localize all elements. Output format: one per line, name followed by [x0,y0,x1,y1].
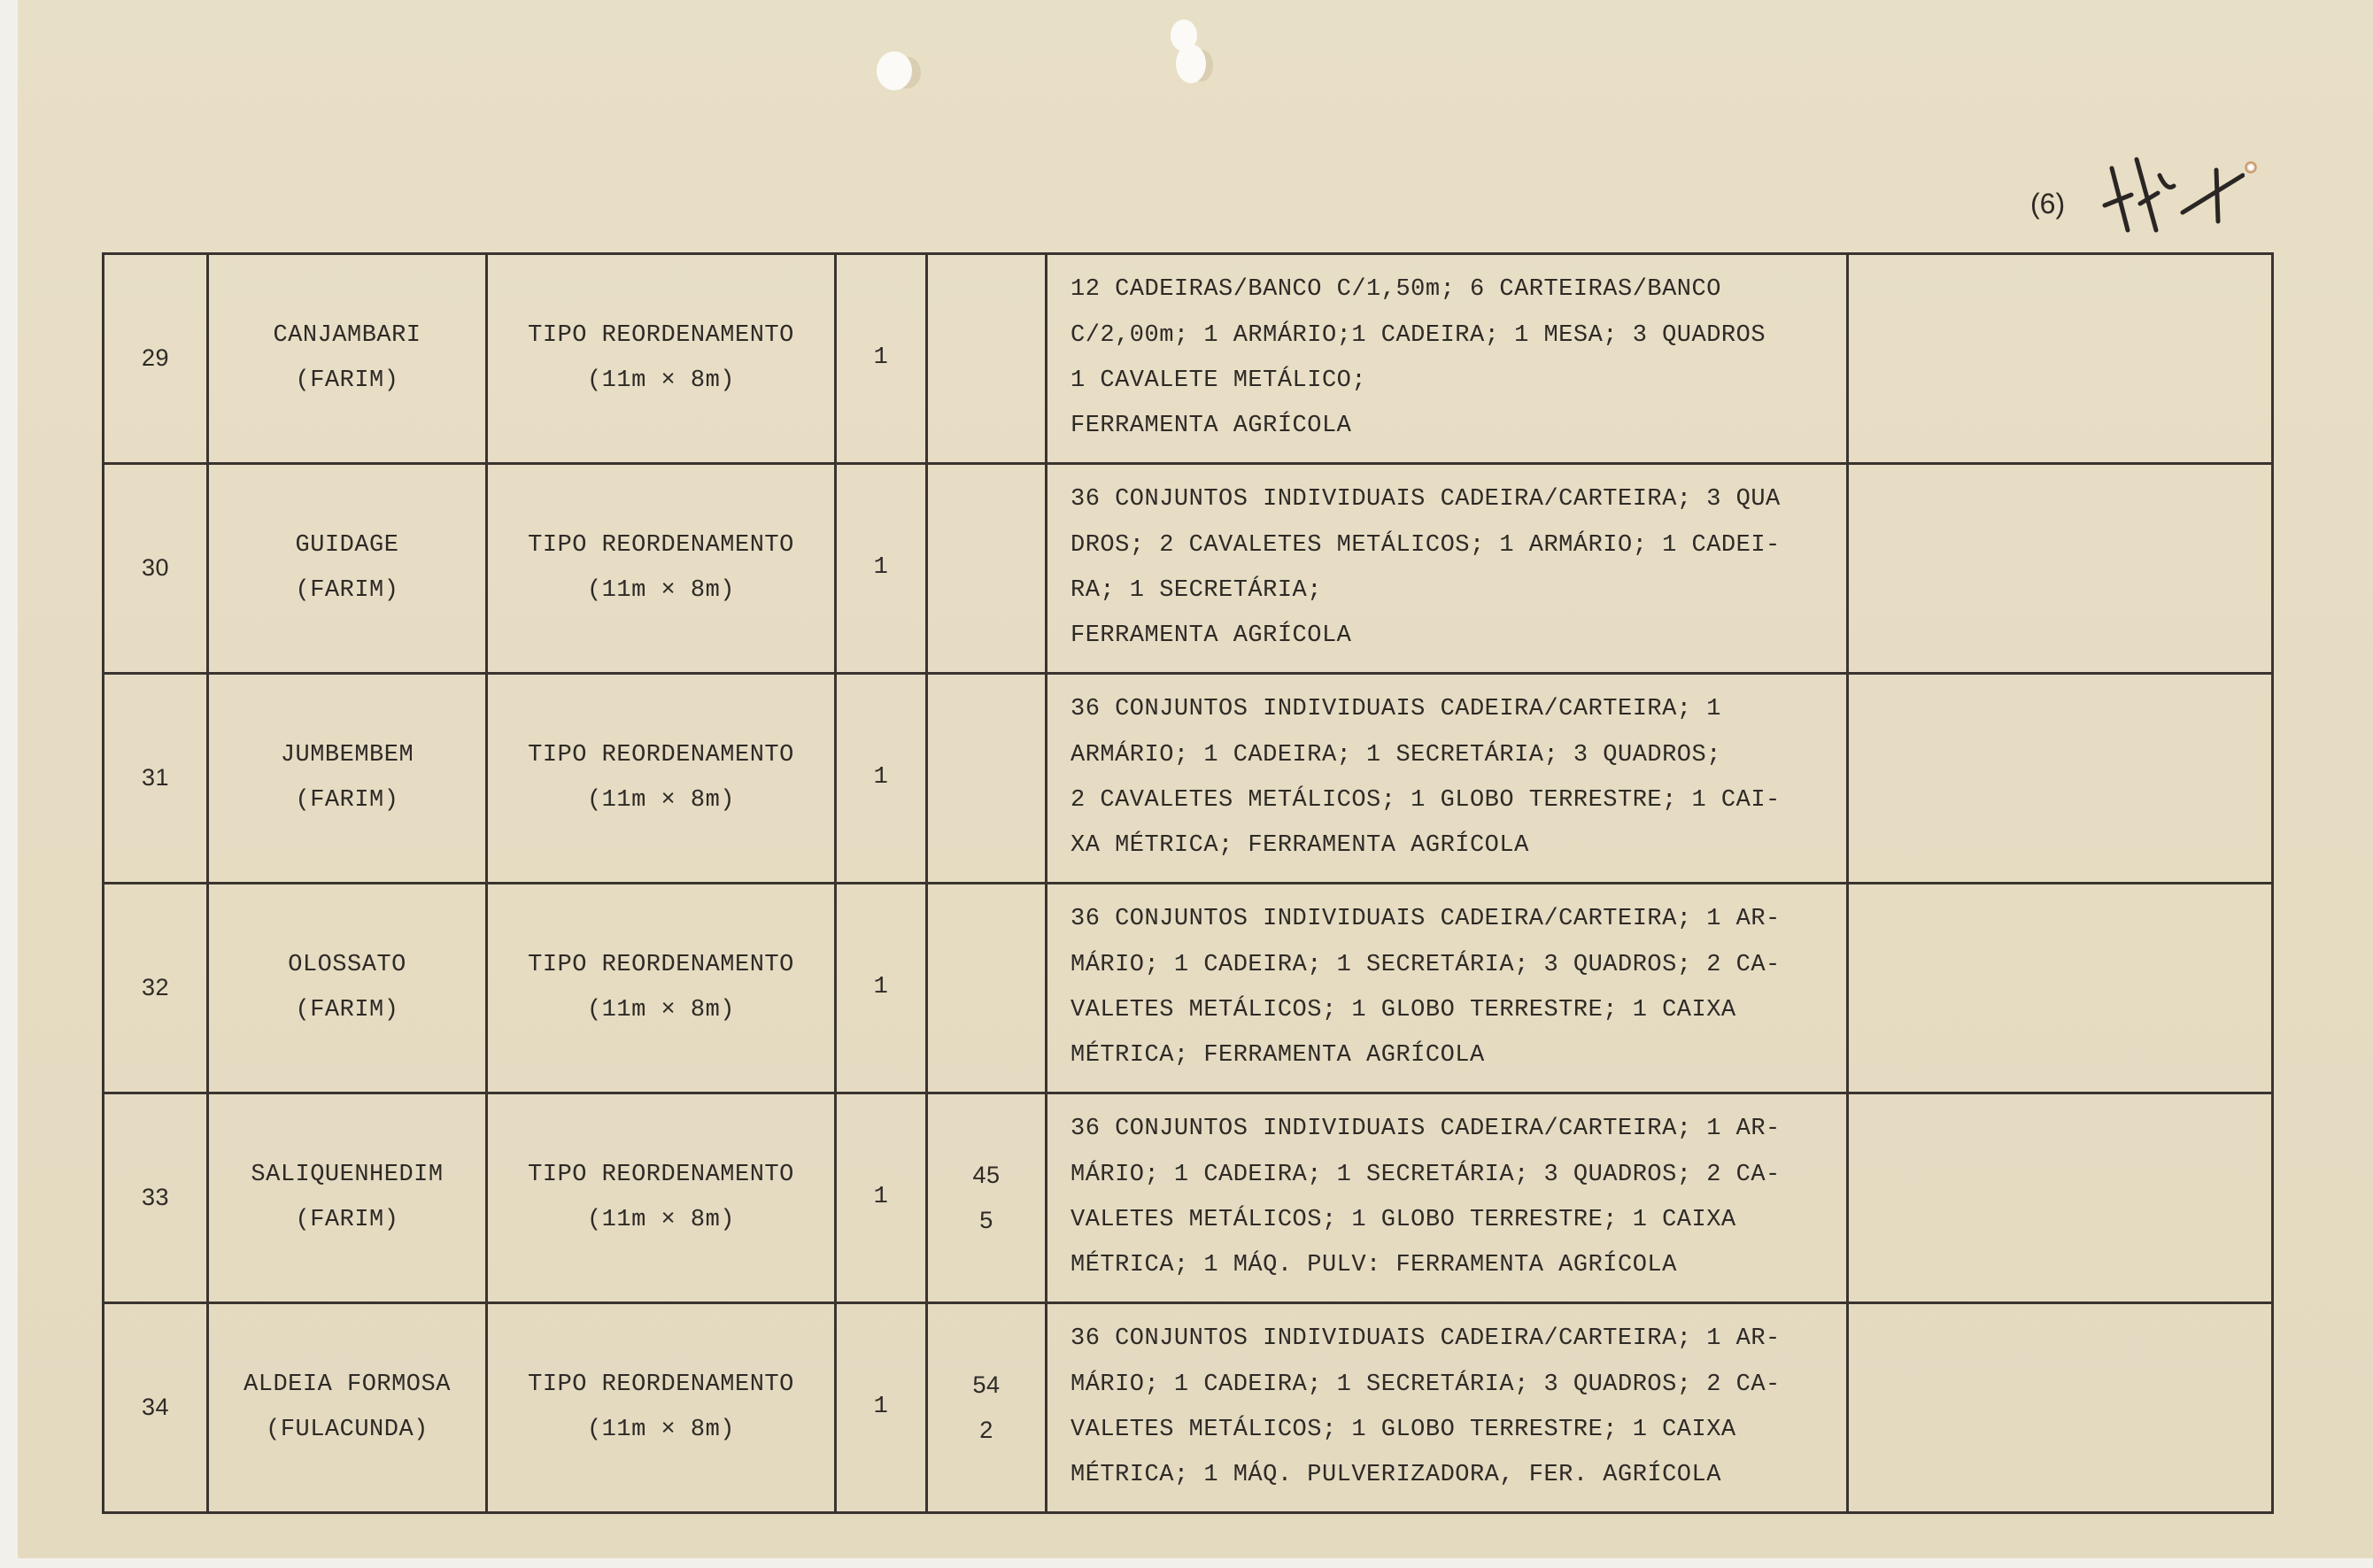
building-type: TIPO REORDENAMENTO [528,321,794,349]
capacity-cell [927,1093,1047,1303]
equipment-line: MÉTRICA; FERRAMENTA AGRÍCOLA [1071,1042,1485,1070]
capacity-cell [927,884,1047,1093]
equipment-line: FERRAMENTA AGRÍCOLA [1071,413,1352,440]
quantity-cell: 1 [836,884,927,1093]
equipment-line: RA; 1 SECRETÁRIA; [1071,577,1322,604]
building-dimensions: (11m × 8m) [586,1207,736,1233]
observations-cell [1848,254,2273,464]
equipment-line: 36 CONJUNTOS INDIVIDUAIS CADEIRA/CARTEIRA; 1 AR- [1071,906,1781,933]
location-name: JUMBEMBEM [280,741,414,769]
location-cell [208,1303,487,1513]
quantity-cell: 1 [836,674,927,884]
capacity-top: 45 [972,1161,1001,1188]
row-number: 32 [104,884,208,1093]
capacity-bottom: 5 [979,1207,993,1233]
equipment-line: MÁRIO; 1 CADEIRA; 1 SECRETÁRIA; 3 QUADROS; 2 CA- [1071,951,1781,978]
table-row [104,254,2273,464]
location-region: (FARIM) [295,367,399,394]
equipment-cell [1047,884,1848,1093]
location-name: ALDEIA FORMOSA [243,1371,451,1398]
capacity-cell [927,464,1047,674]
capacity-bottom: 2 [979,1417,993,1443]
location-cell [208,884,487,1093]
quantity-cell: 1 [836,464,927,674]
building-type-cell [487,1303,836,1513]
equipment-cell [1047,464,1848,674]
punch-hole [877,51,912,90]
quantity-cell: 1 [836,1093,927,1303]
equipment-line: MÉTRICA; 1 MÁQ. PULV: FERRAMENTA AGRÍCOLA [1071,1252,1677,1279]
equipment-line: 36 CONJUNTOS INDIVIDUAIS CADEIRA/CARTEIRA; 1 AR- [1071,1116,1781,1143]
capacity-top: 54 [972,1371,1001,1398]
row-number: 31 [104,674,208,884]
building-type: TIPO REORDENAMENTO [528,1371,794,1398]
building-type: TIPO REORDENAMENTO [528,741,794,769]
equipment-line: MÉTRICA; 1 MÁQ. PULVERIZADORA, FER. AGRÍCOLA [1071,1462,1721,1489]
equipment-line: ARMÁRIO; 1 CADEIRA; 1 SECRETÁRIA; 3 QUADROS; [1071,741,1721,769]
capacity-cell [927,674,1047,884]
equipment-cell [1047,254,1848,464]
building-type-cell [487,674,836,884]
location-name: CANJAMBARI [273,321,421,349]
punch-hole [1176,44,1206,83]
observations-cell [1848,674,2273,884]
table-row [104,1303,2273,1513]
row-number: 30 [104,464,208,674]
table-row [104,884,2273,1093]
location-region: (FARIM) [295,577,399,604]
location-name: GUIDAGE [295,531,399,559]
equipment-cell [1047,1303,1848,1513]
building-type: TIPO REORDENAMENTO [528,531,794,559]
location-cell [208,1093,487,1303]
location-name: OLOSSATO [288,951,406,978]
equipment-line: XA MÉTRICA; FERRAMENTA AGRÍCOLA [1071,832,1529,860]
signature-initials [2085,142,2245,239]
building-type-cell [487,464,836,674]
building-dimensions: (11m × 8m) [586,367,736,394]
equipment-line: MÁRIO; 1 CADEIRA; 1 SECRETÁRIA; 3 QUADROS; 2 CA- [1071,1371,1781,1398]
building-dimensions: (11m × 8m) [586,787,736,814]
location-cell [208,254,487,464]
observations-cell [1848,1093,2273,1303]
table-row [104,674,2273,884]
observations-cell [1848,1303,2273,1513]
rust-stain [2245,161,2257,174]
table-row [104,464,2273,674]
equipment-line: C/2,00m; 1 ARMÁRIO;1 CADEIRA; 1 MESA; 3 QUADROS [1071,321,1766,349]
building-dimensions: (11m × 8m) [586,1417,736,1443]
building-dimensions: (11m × 8m) [586,997,736,1023]
capacity-cell [927,1303,1047,1513]
equipment-line: 36 CONJUNTOS INDIVIDUAIS CADEIRA/CARTEIRA; 1 [1071,696,1721,723]
location-cell [208,674,487,884]
row-number: 33 [104,1093,208,1303]
location-cell [208,464,487,674]
building-type: TIPO REORDENAMENTO [528,1161,794,1188]
equipment-line: 2 CAVALETES METÁLICOS; 1 GLOBO TERRESTRE; 1 CAI- [1071,787,1781,814]
location-region: (FULACUNDA) [266,1417,429,1443]
observations-cell [1848,884,2273,1093]
equipment-line: 1 CAVALETE METÁLICO; [1071,367,1367,394]
location-name: SALIQUENHEDIM [251,1161,444,1188]
row-number: 29 [104,254,208,464]
equipment-line: MÁRIO; 1 CADEIRA; 1 SECRETÁRIA; 3 QUADROS; 2 CA- [1071,1161,1781,1188]
equipment-line: 36 CONJUNTOS INDIVIDUAIS CADEIRA/CARTEIRA; 1 AR- [1071,1325,1781,1353]
equipment-cell [1047,674,1848,884]
building-type-cell [487,254,836,464]
building-type-cell [487,884,836,1093]
equipment-line: VALETES METÁLICOS; 1 GLOBO TERRESTRE; 1 CAIXA [1071,1417,1736,1443]
equipment-line: 12 CADEIRAS/BANCO C/1,50m; 6 CARTEIRAS/BANCO [1071,276,1721,304]
building-type: TIPO REORDENAMENTO [528,951,794,978]
quantity-cell: 1 [836,254,927,464]
row-number: 34 [104,1303,208,1513]
page-number: (6) [2030,188,2066,220]
equipment-line: VALETES METÁLICOS; 1 GLOBO TERRESTRE; 1 CAIXA [1071,997,1736,1023]
building-type-cell [487,1093,836,1303]
observations-cell [1848,464,2273,674]
building-dimensions: (11m × 8m) [586,577,736,604]
location-region: (FARIM) [295,997,399,1023]
location-region: (FARIM) [295,787,399,814]
equipment-line: FERRAMENTA AGRÍCOLA [1071,622,1352,650]
equipment-cell [1047,1093,1848,1303]
equipment-line: DROS; 2 CAVALETES METÁLICOS; 1 ARMÁRIO; 1 CADEI- [1071,531,1781,559]
capacity-cell [927,254,1047,464]
table-row [104,1093,2273,1303]
location-region: (FARIM) [295,1207,399,1233]
quantity-cell: 1 [836,1303,927,1513]
equipment-line: 36 CONJUNTOS INDIVIDUAIS CADEIRA/CARTEIRA; 3 QUA [1071,486,1781,514]
school-inventory-table [102,252,2274,1514]
equipment-line: VALETES METÁLICOS; 1 GLOBO TERRESTRE; 1 CAIXA [1071,1207,1736,1233]
